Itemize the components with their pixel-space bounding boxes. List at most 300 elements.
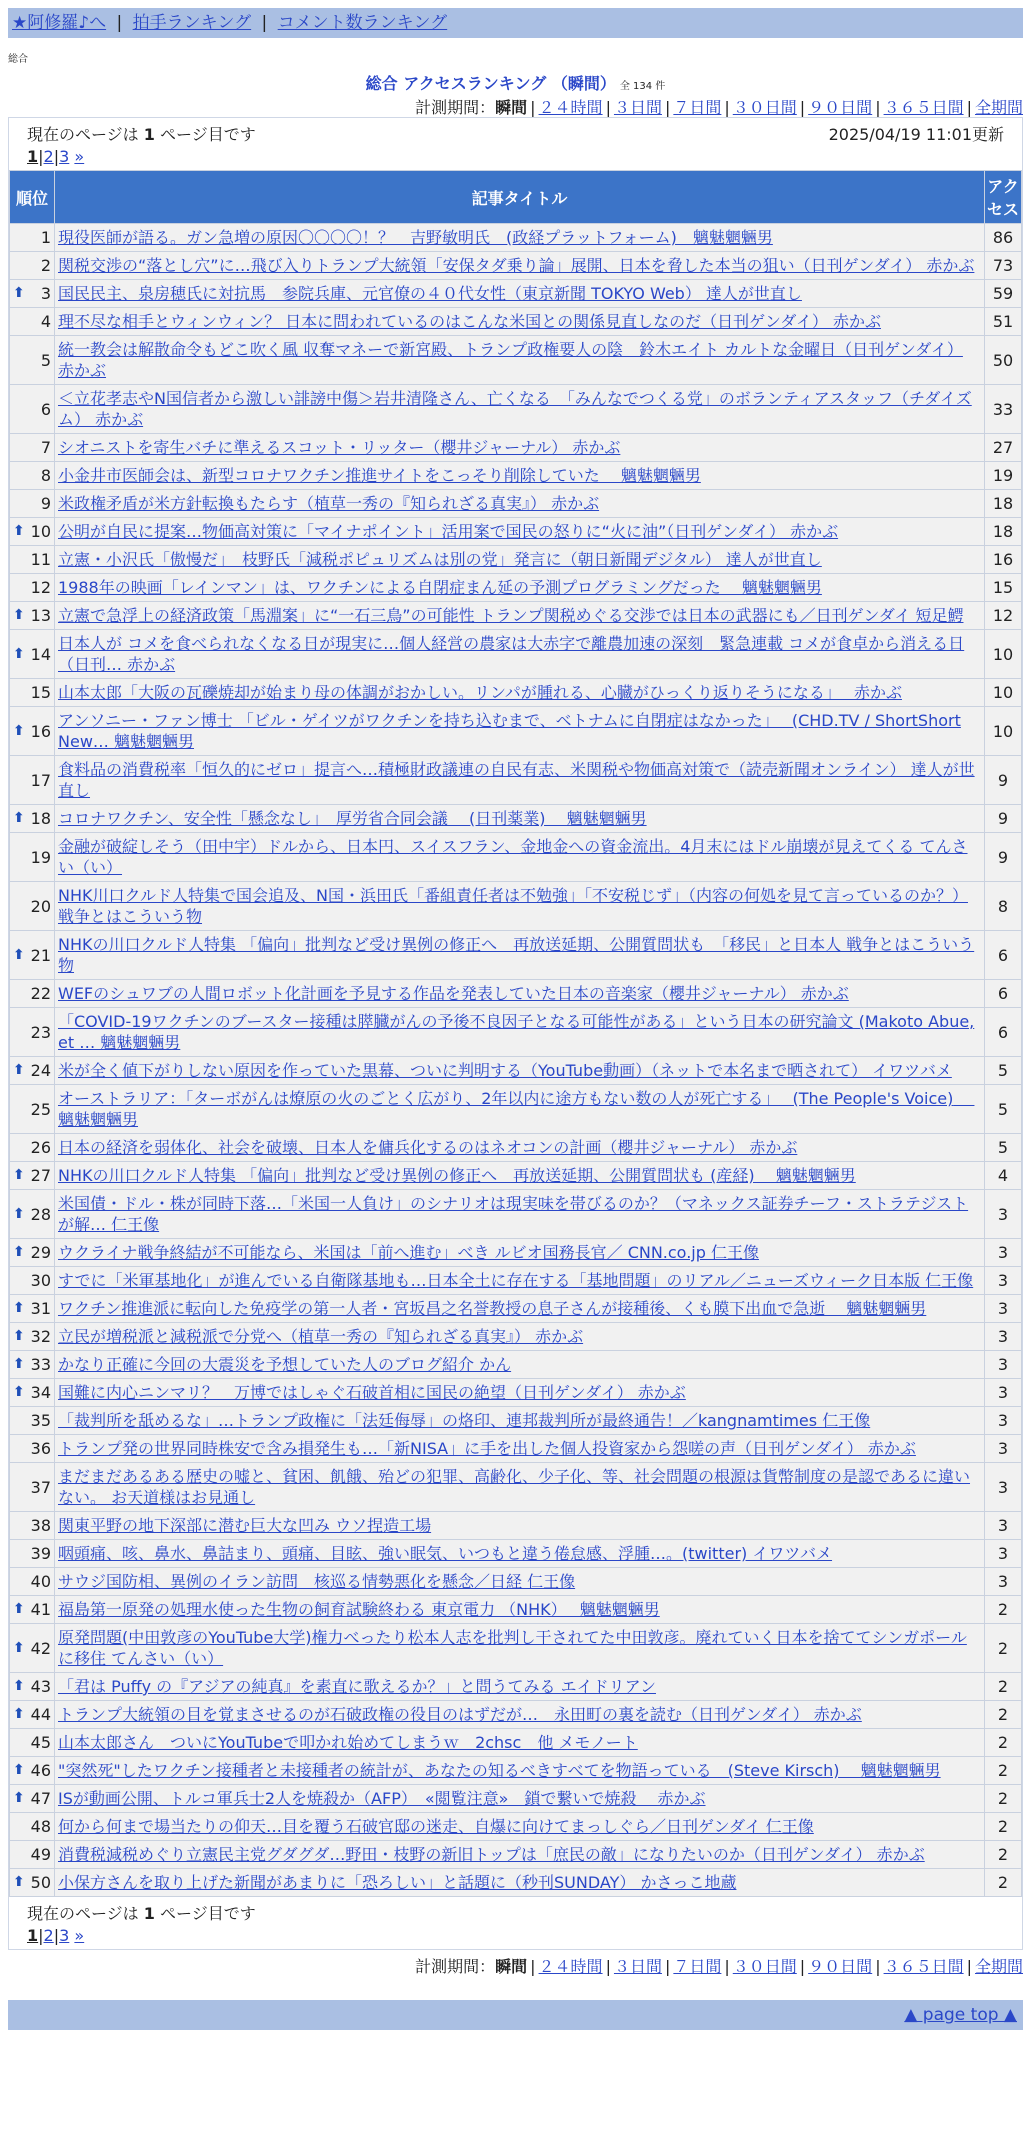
period-separator: | (664, 98, 671, 117)
title-cell (55, 1540, 985, 1568)
table-row (10, 1190, 1022, 1239)
rank-cell (10, 1757, 55, 1785)
table-row (10, 518, 1022, 546)
rank-number: 14 (30, 644, 51, 664)
rank-cell (10, 1085, 55, 1134)
table-row (10, 1624, 1022, 1673)
rank-up-arrow-icon: ⬆ (13, 810, 25, 826)
title-cell (55, 385, 985, 434)
access-count: 2 (985, 1757, 1022, 1785)
access-count: 59 (985, 280, 1022, 308)
title-cell (55, 1190, 985, 1239)
rank-cell (10, 1190, 55, 1239)
article-title-link[interactable]: 食料品の消費税率「恒久的にゼロ」提言へ…積極財政議連の自民有志、米関税や物価高対策で（読売新聞オンライン） 達人が世直し (58, 760, 975, 800)
title-cell (55, 805, 985, 833)
article-title-link[interactable]: 原発問題(中田敦彦のYouTube大学)権力べったり松本人志を批判し干されてた中田敦彦。廃れていく日本を捨ててシンガポールに移住 てんさい（い） (58, 1628, 967, 1668)
article-title-link[interactable]: 「COVID-19ワクチンのブースター接種は膵臓がんの予後不良因子となる可能性がある」という日本の研究論文 (Makoto Abue, et … 魑魅魍魎男 (58, 1012, 975, 1052)
period-separator: | (605, 98, 611, 117)
rank-number: 16 (30, 721, 51, 741)
period-link[interactable]: ３６５日間 (883, 1957, 964, 1976)
rank-cell (10, 434, 55, 462)
article-title-link[interactable]: ISが動画公開、トルコ軍兵士2人を焼殺か（AFP） «閲覧注意» 鎖で繋いで焼殺 赤かぶ (58, 1789, 706, 1808)
access-count: 2 (985, 1785, 1022, 1813)
title-cell (55, 336, 985, 385)
table-row (10, 336, 1022, 385)
table-header-row (10, 171, 1022, 224)
title-cell (55, 252, 985, 280)
access-count: 2 (985, 1624, 1022, 1673)
rank-cell (10, 1008, 55, 1057)
article-title-link[interactable]: かなり正確に今回の大震災を予想していた人のブログ紹介 かん (58, 1355, 512, 1374)
rank-cell (10, 1841, 55, 1869)
table-row (10, 385, 1022, 434)
rank-number: 35 (30, 1411, 51, 1430)
rank-up-arrow-icon: ⬆ (13, 722, 25, 739)
rank-up-arrow-icon: ⬆ (13, 1244, 25, 1260)
table-row (10, 602, 1022, 630)
rank-cell (10, 980, 55, 1008)
article-title-link[interactable]: 米政権矛盾が米方針転換もたらす（植草一秀の『知られざる真実』） 赤かぶ (58, 494, 600, 513)
rank-number: 29 (30, 1243, 51, 1262)
next-page-link[interactable]: » (74, 1926, 85, 1945)
table-row (10, 1379, 1022, 1407)
access-count: 73 (985, 252, 1022, 280)
nav-separator: | (116, 13, 123, 33)
article-title-link[interactable]: 理不尽な相手とウィンウィン？ 日本に問われているのはこんな米国との関係見直しなのだ（日刊ゲンダイ） 赤かぶ (58, 312, 881, 331)
rank-cell (10, 308, 55, 336)
table-row (10, 1239, 1022, 1267)
table-row (10, 1701, 1022, 1729)
period-separator: | (605, 1957, 611, 1976)
title-cell (55, 1379, 985, 1407)
rank-number: 1 (40, 228, 51, 247)
rank-number: 27 (30, 1166, 51, 1185)
rank-number: 18 (30, 809, 51, 828)
title-cell (55, 490, 985, 518)
access-count: 2 (985, 1841, 1022, 1869)
title-cell (55, 833, 985, 882)
table-row (10, 805, 1022, 833)
page-link[interactable]: 2 (43, 147, 54, 166)
page-link[interactable]: 3 (59, 1926, 70, 1945)
title-cell (55, 1239, 985, 1267)
article-title-link[interactable]: まだまだあるある歴史の嘘と、貧困、飢餓、殆どの犯罪、高齢化、少子化、等、社会問題の根源は貨幣制度の是認であるに違いない。 お天道様はお見通し (58, 1467, 971, 1507)
access-count: 9 (985, 833, 1022, 882)
article-title-link[interactable]: ＜立花孝志やN国信者から激しい誹謗中傷＞岩井清隆さん、亡くなる 「みんなでつくる党」のボランティアスタッフ（チダイズム） 赤かぶ (58, 389, 972, 429)
title-cell (55, 434, 985, 462)
title-cell (55, 1785, 985, 1813)
title-cell (55, 1757, 985, 1785)
rank-number: 38 (30, 1516, 51, 1535)
title-cell (55, 1463, 985, 1512)
current-page-text (27, 1901, 1004, 1924)
table-row (10, 931, 1022, 980)
table-row (10, 308, 1022, 336)
table-row (10, 574, 1022, 602)
article-title-link[interactable]: 小金井市医師会は、新型コロナワクチン推進サイトをこっそり削除していた 魑魅魍魎男 (58, 466, 701, 485)
title-cell (55, 280, 985, 308)
rank-number: 10 (30, 522, 51, 541)
rank-cell (10, 1785, 55, 1813)
rank-cell (10, 574, 55, 602)
rank-number: 15 (30, 683, 51, 702)
table-row (10, 280, 1022, 308)
table-row (10, 707, 1022, 756)
footer-bar (8, 2000, 1023, 2030)
access-count: 6 (985, 1008, 1022, 1057)
clap-ranking-link[interactable]: 拍手ランキング (132, 13, 252, 33)
period-link[interactable]: 全期間 (974, 98, 1023, 117)
rank-cell (10, 1729, 55, 1757)
article-title-link[interactable]: NHK川口クルド人特集で国会追及、N国・浜田氏「番組責任者は不勉強」「不安税じず」（内容の何処を見て言っているのか？） 戦争とはこういう物 (58, 886, 968, 926)
title-cell (55, 1512, 985, 1540)
access-count: 9 (985, 805, 1022, 833)
article-title-link[interactable]: 関税交渉の“落とし穴”に…飛び入りトランプ大統領「安保タダ乗り論」展開、日本を脅した本当の狙い（日刊ゲンダイ） 赤かぶ (58, 256, 975, 275)
table-row (10, 1323, 1022, 1351)
pager-top (9, 118, 1022, 170)
rank-cell (10, 1813, 55, 1841)
rank-up-arrow-icon: ⬆ (13, 1384, 25, 1400)
rank-cell (10, 882, 55, 931)
article-title-link[interactable]: シオニストを寄生バチに準えるスコット・リッター（櫻井ジャーナル） 赤かぶ (58, 438, 621, 457)
rank-cell (10, 1407, 55, 1435)
title-cell (55, 224, 985, 252)
access-count: 12 (985, 602, 1022, 630)
rank-cell (10, 546, 55, 574)
access-count: 3 (985, 1323, 1022, 1351)
table-row (10, 1729, 1022, 1757)
table-row (10, 252, 1022, 280)
title-cell (55, 1596, 985, 1624)
article-title-link[interactable]: アンソニー・ファン博士 「ビル・ゲイツがワクチンを持ち込むまで、ベトナムに自閉症はなかった」 (CHD.TV / ShortShort New… 魑魅魍魎男 (58, 711, 961, 751)
page-link[interactable]: 3 (59, 147, 70, 166)
title-cell (55, 1673, 985, 1701)
period-selector-bottom (8, 1954, 1023, 1976)
rank-up-arrow-icon: ⬆ (13, 1874, 25, 1890)
rank-up-arrow-icon: ⬆ (13, 1062, 25, 1078)
page-top-link[interactable]: ▲ page top ▲ (904, 2005, 1017, 2025)
rank-cell (10, 931, 55, 980)
rank-cell (10, 1512, 55, 1540)
rank-cell (10, 833, 55, 882)
access-count: 33 (985, 385, 1022, 434)
title-cell (55, 1008, 985, 1057)
period-link[interactable]: ３日間 (613, 1957, 662, 1976)
period-link[interactable]: ２４時間 (538, 98, 603, 117)
title-cell (55, 1869, 985, 1897)
rank-number: 36 (30, 1439, 51, 1458)
title-cell (55, 1267, 985, 1295)
table-row (10, 1407, 1022, 1435)
article-title-link[interactable]: 何から何まで場当たりの仰天…目を覆う石破官邸の迷走、自爆に向けてまっしぐら／日刊ゲンダイ 仁王像 (58, 1817, 814, 1836)
table-row (10, 434, 1022, 462)
title-cell (55, 1624, 985, 1673)
access-count: 16 (985, 546, 1022, 574)
article-title-link[interactable]: NHKの川口クルド人特集 「偏向」批判など受け異例の修正へ 再放送延期、公開質問状も 「移民」と日本人 戦争とはこういう物 (58, 935, 975, 975)
period-separator: | (799, 98, 806, 117)
next-page-link[interactable]: » (74, 147, 85, 166)
article-title-link[interactable]: すでに「米軍基地化」が進んでいる自衛隊基地も…日本全土に存在する「基地問題」のリアル／ニューズウィーク日本版 仁王像 (58, 1271, 974, 1290)
table-row (10, 1435, 1022, 1463)
period-separator: | (875, 98, 881, 117)
rank-number: 37 (30, 1477, 51, 1497)
table-row (10, 1267, 1022, 1295)
access-count: 6 (985, 980, 1022, 1008)
period-link[interactable]: ３０日間 (732, 1957, 797, 1976)
title-cell (55, 1057, 985, 1085)
access-count: 19 (985, 462, 1022, 490)
table-row (10, 1785, 1022, 1813)
rank-number: 8 (40, 466, 51, 485)
period-selector (8, 95, 1023, 117)
access-count: 86 (985, 224, 1022, 252)
title-cell (55, 1351, 985, 1379)
rank-cell (10, 707, 55, 756)
article-title-link[interactable]: NHKの川口クルド人特集 「偏向」批判など受け異例の修正へ 再放送延期、公開質問状も (産経) 魑魅魍魎男 (58, 1166, 856, 1185)
rank-up-arrow-icon: ⬆ (13, 1678, 25, 1694)
period-link[interactable]: ３６５日間 (883, 98, 964, 117)
page-link[interactable]: 2 (43, 1926, 54, 1945)
article-title-link[interactable]: 山本太郎さん ついにYouTubeで叩かれ始めてしまうｗ 2chsc 他 メモノート (58, 1733, 638, 1752)
comment-ranking-link[interactable]: コメント数ランキング (277, 13, 448, 33)
article-title-link[interactable]: 立憲・小沢氏「傲慢だ」 枝野氏「減税ポピュリズムは別の党」発言に（朝日新聞デジタル） 達人が世直し (58, 550, 822, 569)
rank-number: 21 (30, 945, 51, 965)
table-row (10, 756, 1022, 805)
access-count: 5 (985, 1057, 1022, 1085)
article-title-link[interactable]: 統一教会は解散命令もどこ吹く風 収奪マネーで新宮殿、トランプ政権要人の陰 鈴木エイト カルトな金曜日（日刊ゲンダイ） 赤かぶ (58, 340, 963, 380)
period-link[interactable]: ３日間 (613, 98, 662, 117)
article-title-link[interactable]: 日本人が コメを食べられなくなる日が現実に…個人経営の農家は大赤字で離農加速の深刻 緊急連載 コメが食卓から消える日（日刊… 赤かぶ (58, 634, 965, 674)
rank-number: 28 (30, 1204, 51, 1224)
home-link[interactable]: ★阿修羅♪へ (12, 13, 107, 33)
table-row (10, 1568, 1022, 1596)
article-title-link[interactable]: "突然死"したワクチン接種者と未接種者の統計が、あなたの知るべきすべてを物語っている (Steve Kirsch) 魑魅魍魎男 (58, 1761, 941, 1780)
article-title-link[interactable]: サウジ国防相、異例のイラン訪問 核巡る情勢悪化を懸念／日経 仁王像 (58, 1572, 576, 1591)
period-link[interactable]: ９０日間 (808, 98, 873, 117)
article-title-link[interactable]: 現役医師が語る。ガン急増の原因〇〇〇〇！？ 吉野敏明氏 (政経プラットフォーム) 魑魅魍魎男 (58, 228, 773, 247)
article-title-link[interactable]: 国民民主、泉房穂氏に対抗馬 参院兵庫、元官僚の４０代女性（東京新聞 TOKYO Web） 達人が世直し (58, 284, 802, 303)
article-title-link[interactable]: トランプ発の世界同時株安で含み損発生も…「新NISA」に手を出した個人投資家から怨嗟の声（日刊ゲンダイ） 赤かぶ (58, 1439, 916, 1458)
rank-cell (10, 1673, 55, 1701)
title-cell (55, 1729, 985, 1757)
period-link[interactable]: 全期間 (974, 1957, 1023, 1976)
table-row (10, 546, 1022, 574)
period-link[interactable]: ７日間 (673, 1957, 722, 1976)
article-title-link[interactable]: 山本太郎「大阪の瓦礫焼却が始まり母の体調がおかしい。リンパが腫れる、心臓がひっくり返りそうになる」 赤かぶ (58, 683, 902, 702)
article-title-link[interactable]: 公明が自民に提案…物価高対策に「マイナポイント」活用案で国民の怒りに“火に油”（日刊ゲンダイ） 赤かぶ (58, 522, 839, 541)
rank-cell (10, 1351, 55, 1379)
rank-number: 9 (40, 494, 51, 513)
period-label: 計測期間： (415, 1957, 496, 1976)
access-count: 3 (985, 1435, 1022, 1463)
rank-cell (10, 1463, 55, 1512)
rank-number: 42 (30, 1638, 51, 1658)
period-separator: | (966, 98, 972, 117)
rank-column-header: 順位 (10, 171, 55, 224)
access-count: 4 (985, 1162, 1022, 1190)
page-title: 総合 アクセスランキング （瞬間） (365, 74, 616, 93)
table-row (10, 1813, 1022, 1841)
rank-cell (10, 602, 55, 630)
period-separator: | (724, 1957, 730, 1976)
access-count: 5 (985, 1134, 1022, 1162)
access-count: 3 (985, 1568, 1022, 1596)
rank-up-arrow-icon: ⬆ (13, 1762, 25, 1778)
article-title-link[interactable]: 日本の経済を弱体化、社会を破壊、日本人を傭兵化するのはネオコンの計画（櫻井ジャーナル） 赤かぶ (58, 1138, 798, 1157)
access-count: 2 (985, 1869, 1022, 1897)
table-row (10, 1673, 1022, 1701)
access-count: 3 (985, 1463, 1022, 1512)
table-row (10, 1463, 1022, 1512)
access-count: 2 (985, 1701, 1022, 1729)
rank-number: 22 (30, 984, 51, 1003)
table-row (10, 1869, 1022, 1897)
article-title-link[interactable]: 立民が増税派と減税派で分党へ（植草一秀の『知られざる真実』） 赤かぶ (58, 1327, 584, 1346)
access-count: 10 (985, 679, 1022, 707)
rank-number: 6 (40, 399, 51, 419)
period-current: 瞬間 (495, 98, 528, 117)
page-links (27, 1926, 1004, 1945)
article-title-link[interactable]: ウクライナ戦争終結が不可能なら、米国は「前へ進む」べき ルビオ国務長官／ CNN.co.jp 仁王像 (58, 1243, 759, 1262)
rank-number: 19 (30, 847, 51, 867)
access-count: 51 (985, 308, 1022, 336)
page-link-current: 1 (27, 147, 39, 166)
rank-cell (10, 805, 55, 833)
rank-cell (10, 280, 55, 308)
rank-number: 39 (30, 1544, 51, 1563)
title-cell (55, 462, 985, 490)
page-link-current: 1 (27, 1926, 39, 1945)
access-count: 2 (985, 1596, 1022, 1624)
rank-number: 13 (30, 606, 51, 625)
article-title-link[interactable]: 米が全く値下がりしない原因を作っていた黒幕、ついに判明する（YouTube動画）（ネットで本名まで晒されて） イワツバメ (58, 1061, 952, 1080)
access-count: 2 (985, 1813, 1022, 1841)
rank-number: 48 (30, 1817, 51, 1836)
table-row (10, 1008, 1022, 1057)
table-row (10, 1596, 1022, 1624)
table-row (10, 980, 1022, 1008)
article-title-link[interactable]: 小保方さんを取り上げた新聞があまりに「恐ろしい」と話題に（秒刊SUNDAY） かさっこ地蔵 (58, 1873, 737, 1892)
article-title-link[interactable]: 国難に内心ニンマリ？ 万博ではしゃぐ石破首相に国民の絶望（日刊ゲンダイ） 赤かぶ (58, 1383, 686, 1402)
table-row (10, 833, 1022, 882)
rank-cell (10, 1323, 55, 1351)
article-title-link[interactable]: 咽頭痛、咳、鼻水、鼻詰まり、頭痛、目眩、強い眠気、いつもと違う倦怠感、浮腫…。(twitter) イワツバメ (58, 1544, 833, 1563)
title-cell (55, 1295, 985, 1323)
period-link[interactable]: ７日間 (673, 98, 722, 117)
rank-up-arrow-icon: ⬆ (13, 1790, 25, 1806)
period-link[interactable]: ３０日間 (732, 98, 797, 117)
article-title-link[interactable]: 「裁判所を舐めるな」…トランプ政権に「法廷侮辱」の烙印、連邦裁判所が最終通告！／kangnamtimes 仁王像 (58, 1411, 871, 1430)
page-separator: | (38, 1926, 44, 1945)
table-row (10, 679, 1022, 707)
title-cell (55, 1323, 985, 1351)
rank-number: 45 (30, 1733, 51, 1752)
rank-up-arrow-icon: ⬆ (13, 645, 25, 662)
article-title-link[interactable]: コロナワクチン、安全性「懸念なし」 厚労省合同会議 (日刊薬業) 魑魅魍魎男 (58, 809, 647, 828)
total-count: 全 134 件 (619, 81, 666, 92)
title-cell (55, 1568, 985, 1596)
rank-up-arrow-icon: ⬆ (13, 285, 25, 301)
title-cell (55, 518, 985, 546)
period-link[interactable]: ９０日間 (808, 1957, 873, 1976)
rank-number: 5 (40, 350, 51, 370)
article-title-link[interactable]: 消費税減税めぐり立憲民主党グダグダ…野田・枝野の新旧トップは「庶民の敵」になりたいのか（日刊ゲンダイ） 赤かぶ (58, 1845, 925, 1864)
period-link[interactable]: ２４時間 (538, 1957, 603, 1976)
access-count: 3 (985, 1540, 1022, 1568)
rank-cell (10, 1435, 55, 1463)
access-count: 3 (985, 1239, 1022, 1267)
rank-number: 30 (30, 1271, 51, 1290)
article-title-link[interactable]: 金融が破綻しそう（田中宇）ドルから、日本円、スイスフラン、金地金への資金流出。4月末にはドル崩壊が見えてくる てんさい（い） (58, 837, 968, 877)
ranking-table-body (10, 224, 1022, 1897)
period-separator: | (966, 1957, 972, 1976)
table-row (10, 1162, 1022, 1190)
rank-number: 47 (30, 1789, 51, 1808)
rank-number: 44 (30, 1705, 51, 1724)
rank-up-arrow-icon: ⬆ (13, 1300, 25, 1316)
title-cell (55, 1813, 985, 1841)
article-title-link[interactable]: WEFのシュワブの人間ロボット化計画を予見する作品を発表していた日本の音楽家（櫻井ジャーナル） 赤かぶ (58, 984, 849, 1003)
rank-up-arrow-icon: ⬆ (13, 946, 25, 963)
table-row (10, 882, 1022, 931)
page-links (27, 147, 1004, 166)
article-title-link[interactable]: ワクチン推進派に転向した免疫学の第一人者・宮坂昌之名誉教授の息子さんが接種後、くも膜下出血で急逝 魑魅魍魎男 (58, 1299, 927, 1318)
rank-cell (10, 1134, 55, 1162)
page-separator: | (38, 147, 44, 166)
rank-cell (10, 252, 55, 280)
title-cell (55, 1134, 985, 1162)
page-separator: | (53, 147, 60, 166)
title-cell (55, 756, 985, 805)
article-title-link[interactable]: 立憲で急浮上の経済政策「馬淵案」に“一石三鳥”の可能性 トランプ関税めぐる交渉では日本の武器にも／日刊ゲンダイ 短足鰐 (58, 606, 964, 625)
rank-up-arrow-icon: ⬆ (13, 1328, 25, 1344)
table-row (10, 1757, 1022, 1785)
article-title-link[interactable]: オーストラリア：「ターボがんは燎原の火のごとく広がり、2年以内に途方もない数の人が死亡する」 (The People's Voice) 魑魅魍魎男 (58, 1089, 975, 1129)
rank-cell (10, 679, 55, 707)
table-row (10, 462, 1022, 490)
table-row (10, 1134, 1022, 1162)
rank-number: 46 (30, 1761, 51, 1780)
rank-number: 34 (30, 1383, 51, 1402)
rank-cell (10, 462, 55, 490)
rank-number: 31 (30, 1299, 51, 1318)
article-title-link[interactable]: 1988年の映画「レインマン」は、ワクチンによる自閉症まん延の予測プログラミングだった 魑魅魍魎男 (58, 578, 822, 597)
rank-up-arrow-icon: ⬆ (13, 607, 25, 623)
period-label: 計測期間： (415, 98, 496, 117)
rank-number: 25 (30, 1099, 51, 1119)
access-count: 15 (985, 574, 1022, 602)
rank-number: 33 (30, 1355, 51, 1374)
rank-up-arrow-icon: ⬆ (13, 1601, 25, 1617)
access-count: 3 (985, 1512, 1022, 1540)
rank-cell (10, 336, 55, 385)
article-title-link[interactable]: トランプ大統領の目を覚まさせるのが石破政権の役目のはずだが… 永田町の裏を読む（日刊ゲンダイ） 赤かぶ (58, 1705, 862, 1724)
rank-number: 40 (30, 1572, 51, 1591)
table-row (10, 1351, 1022, 1379)
title-cell (55, 1435, 985, 1463)
article-title-link[interactable]: 米国債・ドル・株が同時下落…「米国一人負け」のシナリオは現実味を帯びるのか？（マネックス証券チーフ・ストラテジストが解… 仁王像 (58, 1194, 969, 1234)
rank-cell (10, 1596, 55, 1624)
rank-number: 26 (30, 1138, 51, 1157)
rank-cell (10, 1057, 55, 1085)
rank-cell (10, 1295, 55, 1323)
article-title-link[interactable]: 福島第一原発の処理水使った生物の飼育試験終わる 東京電力 （NHK） 魑魅魍魎男 (58, 1600, 660, 1619)
article-title-link[interactable]: 「君は Puffy の『アジアの純真』を素直に歌えるか？」と問うてみる エイドリアン (58, 1677, 656, 1696)
title-cell (55, 630, 985, 679)
title-cell (55, 1407, 985, 1435)
table-row (10, 1512, 1022, 1540)
article-title-link[interactable]: 関東平野の地下深部に潜む巨大な凹み ウソ捏造工場 (58, 1516, 432, 1535)
